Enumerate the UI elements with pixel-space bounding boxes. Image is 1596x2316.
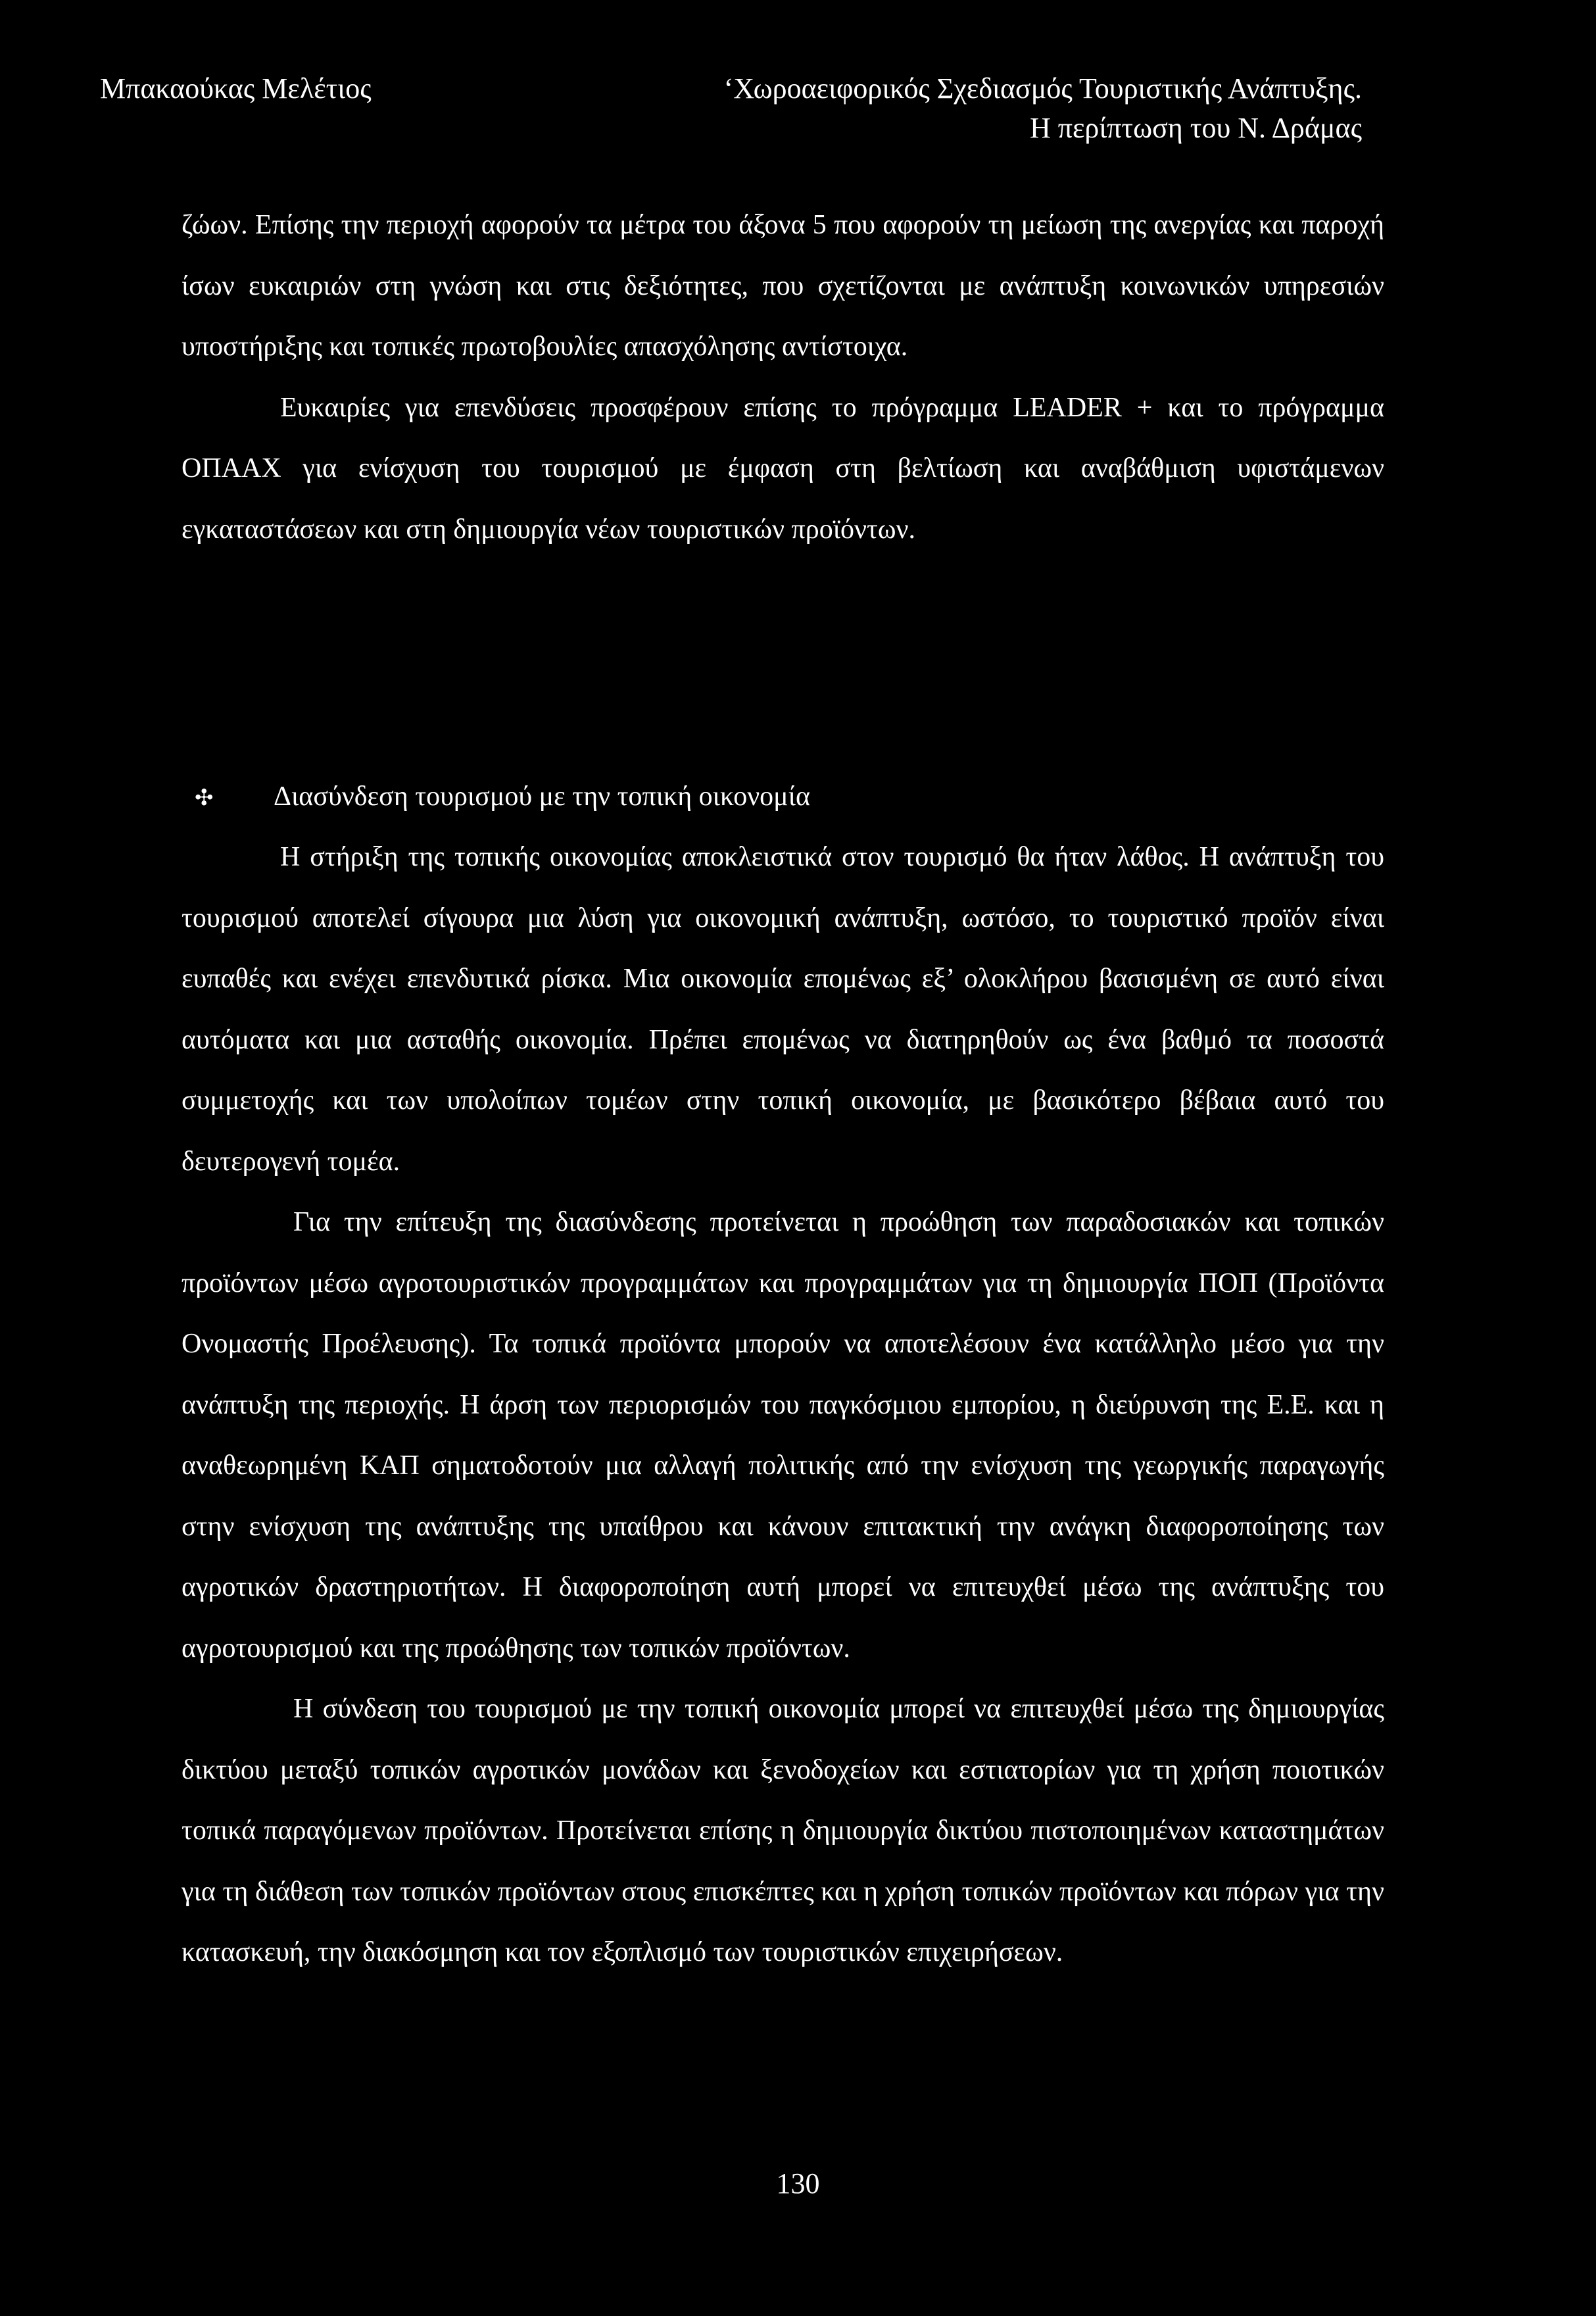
- running-header: [0, 69, 1596, 155]
- body-text-section: [181, 827, 1384, 1983]
- paragraph: Για την επίτευξη της διασύνδεσης προτείνεται η προώθηση των παραδοσιακών και τοπικών προϊόντων μέσω αγροτουριστικών προγραμμάτων και προγραμμάτων για τη δημιουργία ΠΟΠ (Προϊόντα Ονομαστής Προέλευσης). Τα τοπικά προϊόντα μπορούν να αποτελέσουν ένα κατάλληλο μέσο για την ανάπτυξη της περιοχής. Η άρση των περιορισμών του παγκόσμιου εμπορίου, η διεύρυνση της Ε.Ε. και η αναθεωρημένη ΚΑΠ σηματοδοτούν μια αλλαγή πολιτικής από την ενίσχυση της γεωργικής παραγωγής στην ενίσχυση της ανάπτυξης της υπαίθρου και κάνουν επιτακτική την ανάγκη διαφοροποίησης των αγροτικών δραστηριοτήτων. Η διαφοροποίηση αυτή μπορεί να επιτευχθεί μέσω της ανάπτυξης του αγροτουρισμού και της προώθησης των τοπικών προϊόντων.: [181, 1207, 1384, 1663]
- body-text-top: [181, 195, 1384, 560]
- header-title-line2: Η περίπτωση του Ν. Δράμας: [1029, 112, 1362, 144]
- bullet-icon: ✣: [195, 785, 214, 811]
- section-heading: [195, 766, 1378, 829]
- header-title: [724, 69, 1362, 148]
- header-author: Μπακαούκας Μελέτιος: [100, 72, 372, 105]
- header-title-line1: ‘Χωροαειφορικός Σχεδιασμός Τουριστικής Ανάπτυξης.: [723, 72, 1362, 105]
- paragraph: Η στήριξη της τοπικής οικονομίας αποκλειστικά στον τουρισμό θα ήταν λάθος. Η ανάπτυξη του τουρισμού αποτελεί σίγουρα μια λύση για οικονομική ανάπτυξη, ωστόσο, το τουριστικό προϊόν είναι ευπαθές και ενέχει επενδυτικά ρίσκα. Μια οικονομία επομένως εξ’ ολοκλήρου βασισμένη σε αυτό είναι αυτόματα και μια ασταθής οικονομία. Πρέπει επομένως να διατηρηθούν ως ένα βαθμό τα ποσοστά συμμετοχής και των υπολοίπων τομέων στην τοπική οικονομία, με βασικότερο βέβαια αυτό του δευτερογενή τομέα.: [181, 842, 1384, 1177]
- section-heading-text: Διασύνδεση τουρισμού με την τοπική οικονομία: [274, 781, 811, 812]
- page-number: 130: [776, 2167, 820, 2200]
- paragraph: Η σύνδεση του τουρισμού με την τοπική οικονομία μπορεί να επιτευχθεί μέσω της δημιουργίας δικτύου μεταξύ τοπικών αγροτικών μονάδων και ξενοδοχείων και εστιατορίων για τη χρήση ποιοτικών τοπικά παραγόμενων προϊόντων. Προτείνεται επίσης η δημιουργία δικτύου πιστοποιημένων καταστημάτων για τη διάθεση των τοπικών προϊόντων στους επισκέπτες και η χρήση τοπικών προϊόντων και πόρων για την κατασκευή, την διακόσμηση και τον εξοπλισμό των τουριστικών επιχειρήσεων.: [181, 1694, 1384, 1967]
- paragraph: ζώων. Επίσης την περιοχή αφορούν τα μέτρα του άξονα 5 που αφορούν τη μείωση της ανεργίας και παροχή ίσων ευκαιριών στη γνώση και στις δεξιότητες, που σχετίζονται με ανάπτυξη κοινωνικών υπηρεσιών υποστήριξης και τοπικές πρωτοβουλίες απασχόλησης αντίστοιχα.: [181, 210, 1384, 362]
- paragraph: Ευκαιρίες για επενδύσεις προσφέρουν επίσης το πρόγραμμα LEADER + και το πρόγραμμα ΟΠΑΑΧ για ενίσχυση του τουρισμού με έμφαση στη βελτίωση και αναβάθμιση υφιστάμενων εγκαταστάσεων και στη δημιουργία νέων τουριστικών προϊόντων.: [181, 392, 1384, 545]
